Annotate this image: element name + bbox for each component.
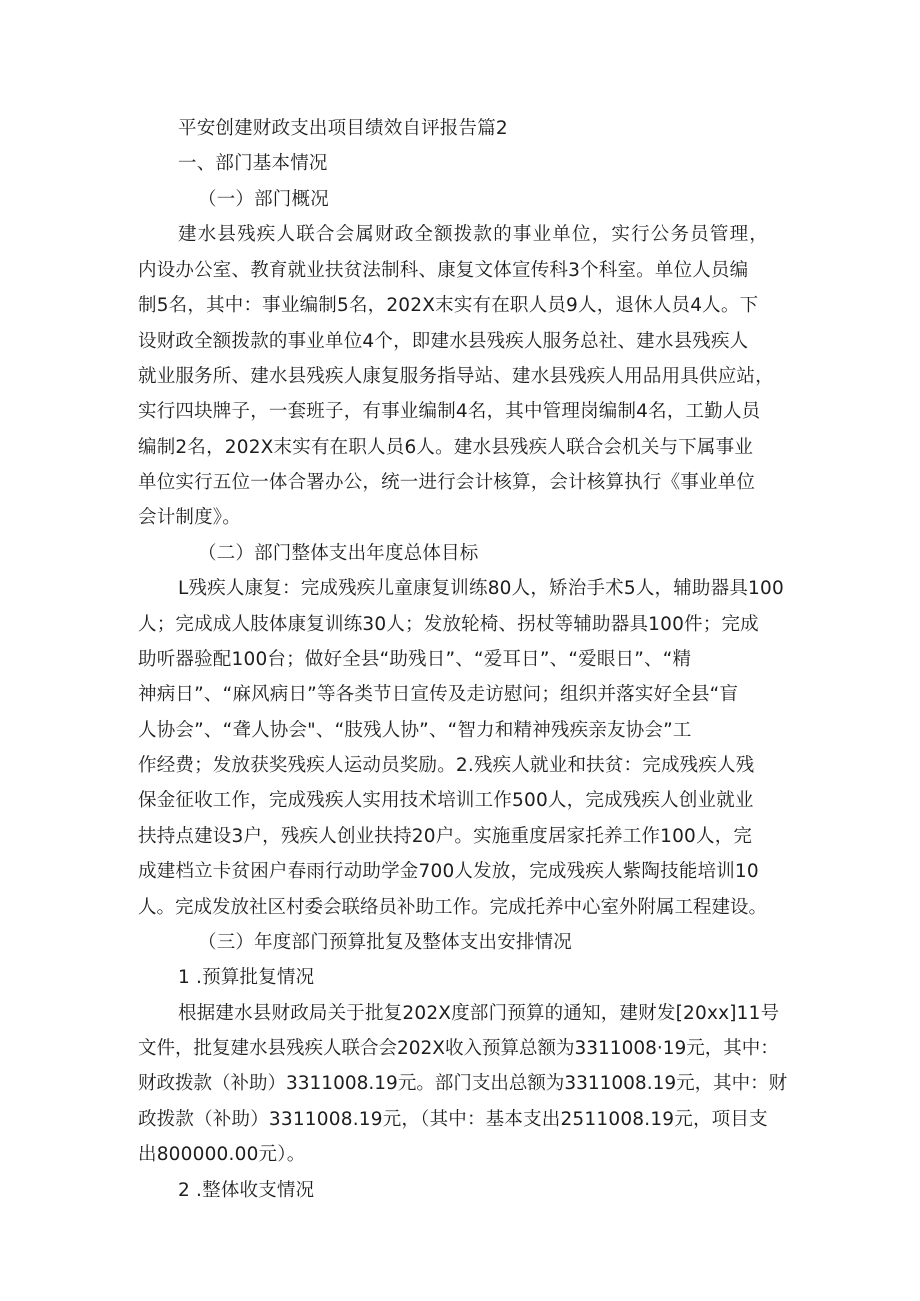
paragraph-line: 编制2名，202X末实有在职人员6人。建水县残疾人联合会机关与下属事业 [138,437,754,458]
paragraph-line: 人协会”、“聋人协会"、“肢残人协”、“智力和精神残疾亲友协会”工 [138,720,692,741]
paragraph-line: 设财政全额拨款的事业单位4个，即建水县残疾人服务总社、建水县残疾人 [138,331,749,352]
paragraph-line: L残疾人康复：完成残疾儿童康复训练80人，矫治手术5人，辅助器具100 [178,578,784,599]
paragraph-line: 文件，批复建水县残疾人联合会202X收入预算总额为3311008·19元，其中： [138,1038,779,1059]
paragraph-line: 作经费；发放获奖残疾人运动员奖励。2.残疾人就业和扶贫：完成残疾人残 [138,755,755,776]
paragraph-line: 实行四块牌子，一套班子，有事业编制4名，其中管理岗编制4名，工勤人员 [138,401,761,422]
paragraph-line: 内设办公室、教育就业扶贫法制科、康复文体宣传科3个科室。单位人员编 [138,260,749,281]
paragraph-line: 制5名，其中：事业编制5名，202X末实有在职人员9人，退休人员4人。下 [138,295,759,316]
paragraph-line: 助听器验配100台；做好全县“助残日”、“爱耳日”、“爱眼日”、“精 [138,649,692,670]
paragraph-line: 人；完成成人肢体康复训练30人；发放轮椅、拐杖等辅助器具100件；完成 [138,614,759,635]
paragraph-line: 成建档立卡贫困户春雨行动助学金700人发放，完成残疾人紫陶技能培训10 [138,861,759,882]
paragraph-line: 政拨款（补助）3311008.19元，（其中：基本支出2511008.19元，项目支 [138,1109,768,1130]
paragraph-line: 扶持点建设3户，残疾人创业扶持20户。实施重度居家托养工作100人，完 [138,826,753,847]
paragraph-line: 会计制度》。 [138,507,241,528]
paragraph-line: 单位实行五位一体合署办公，统一进行会计核算，会计核算执行《事业单位 [138,472,756,493]
paragraph-line: 人。完成发放社区村委会联络员补助工作。完成托养中心室外附属工程建设。 [138,897,768,918]
paragraph-line: 就业服务所、建水县残疾人康复服务指导站、建水县残疾人用品用具供应站， [138,366,774,387]
subsection-heading: （二）部门整体支出年度总体目标 [198,543,479,564]
paragraph-line: 建水县残疾人联合会属财政全额拨款的事业单位，实行公务员管理， [178,224,770,245]
paragraph-line: 保金征收工作，完成残疾人实用技术培训工作500人，完成残疾人创业就业 [138,790,754,811]
section-heading: 一、部门基本情况 [178,153,328,174]
paragraph-line: 出800000.00元）。 [138,1144,306,1165]
list-item-heading: 2 .整体收支情况 [178,1180,315,1201]
paragraph-line: 根据建水县财政局关于批复202X度部门预算的通知，建财发[20xx]11号 [178,1003,780,1024]
subsection-heading: （一）部门概况 [198,189,329,210]
paragraph-line: 财政拨款（补助）3311008.19元。部门支出总额为3311008.19元，其中：财 [138,1073,788,1094]
subsection-heading: （三）年度部门预算批复及整体支出安排情况 [198,932,573,953]
paragraph-line: 神病日”、“麻风病日”等各类节日宣传及走访慰问；组织并落实好全县“盲 [138,684,739,705]
document-title: 平安创建财政支出项目绩效自评报告篇2 [178,118,508,139]
list-item-heading: 1 .预算批复情况 [178,967,315,988]
